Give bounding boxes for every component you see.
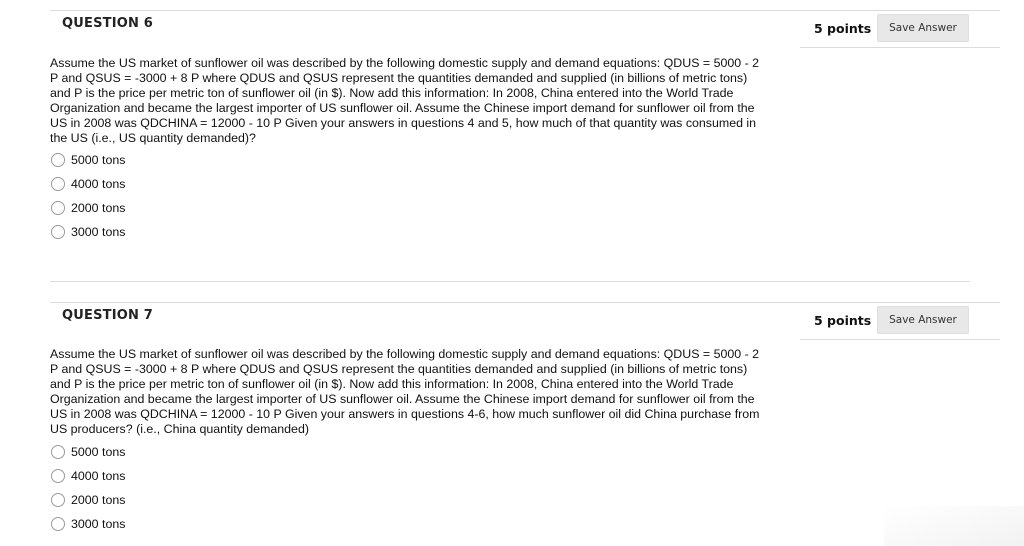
question-7-title: QUESTION 7 xyxy=(62,308,154,323)
question-6-points: 5 points xyxy=(814,21,872,36)
option-label: 5000 tons xyxy=(71,153,126,167)
question-6-points-box xyxy=(800,10,1000,48)
question-7-points-box xyxy=(800,302,1000,340)
option-label: 3000 tons xyxy=(71,225,126,239)
radio-icon[interactable] xyxy=(51,493,65,507)
question-6-option-3[interactable] xyxy=(51,196,125,220)
radio-icon[interactable] xyxy=(51,517,65,531)
question-divider xyxy=(50,281,970,282)
option-label: 3000 tons xyxy=(71,517,126,531)
radio-icon[interactable] xyxy=(51,177,65,191)
question-6-option-1[interactable] xyxy=(51,148,125,172)
question-7-header xyxy=(50,302,800,334)
question-6-header xyxy=(50,10,800,42)
question-6-title: QUESTION 6 xyxy=(62,16,154,31)
radio-icon[interactable] xyxy=(51,153,65,167)
question-6-options xyxy=(51,148,125,244)
question-6-save-button[interactable]: Save Answer xyxy=(877,14,969,42)
option-label: 2000 tons xyxy=(71,493,126,507)
radio-icon[interactable] xyxy=(51,225,65,239)
option-label: 4000 tons xyxy=(71,469,126,483)
radio-icon[interactable] xyxy=(51,201,65,215)
question-7-save-button[interactable]: Save Answer xyxy=(877,306,969,334)
question-6-text: Assume the US market of sunflower oil was described by the following domestic supply and demand equations: QDUS = 5000 - 2 P and QSUS = -3000 + 8 P where QDUS and QSUS represent the quantities demanded and supplied (in billions of metric tons) and P is the price per metric ton of sunflower oil (in $). Now add this information: In 2008, China entered into the World Trade Organization and became the largest importer of US sunflower oil. Assume the Chinese import demand for sunflower oil from the US in 2008 was QDCHINA = 12000 - 10 P Given your answers in questions 4 and 5, how much of that quantity was consumed in the US (i.e., US quantity demanded)? xyxy=(50,56,760,145)
radio-icon[interactable] xyxy=(51,469,65,483)
decorative-shadow xyxy=(884,506,1024,546)
radio-icon[interactable] xyxy=(51,445,65,459)
question-6-option-4[interactable] xyxy=(51,220,125,244)
question-7-option-1[interactable] xyxy=(51,440,125,464)
question-7-option-4[interactable] xyxy=(51,512,125,536)
question-7-option-3[interactable] xyxy=(51,488,125,512)
question-7-option-2[interactable] xyxy=(51,464,125,488)
question-7-points: 5 points xyxy=(814,313,872,328)
question-7-text: Assume the US market of sunflower oil was described by the following domestic supply and demand equations: QDUS = 5000 - 2 P and QSUS = -3000 + 8 P where QDUS and QSUS represent the quantities demanded and supplied (in billions of metric tons) and P is the price per metric ton of sunflower oil (in $). Now add this information: In 2008, China entered into the World Trade Organization and became the largest importer of US sunflower oil. Assume the Chinese import demand for sunflower oil from the US in 2008 was QDCHINA = 12000 - 10 P Given your answers in questions 4-6, how much sunflower oil did China purchase from US producers? (i.e., China quantity demanded) xyxy=(50,347,760,436)
question-7-options xyxy=(51,440,125,536)
option-label: 2000 tons xyxy=(71,201,126,215)
option-label: 5000 tons xyxy=(71,445,126,459)
question-6-option-2[interactable] xyxy=(51,172,125,196)
option-label: 4000 tons xyxy=(71,177,126,191)
